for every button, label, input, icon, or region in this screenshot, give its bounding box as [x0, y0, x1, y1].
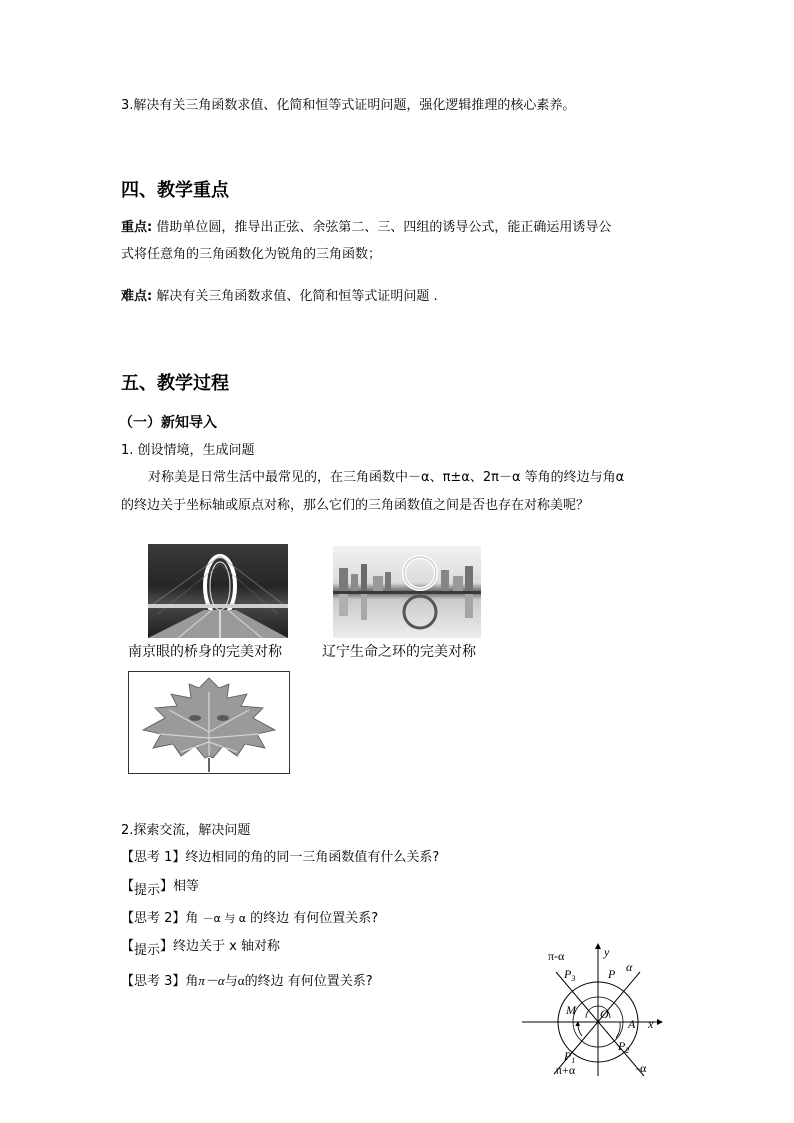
hint-2-close: 】终边关于 x 轴对称: [160, 939, 280, 954]
label-p2: [617, 1039, 629, 1055]
ring-of-life-image: [333, 546, 481, 638]
difficulty-line: [121, 287, 438, 307]
ring-of-life-photo: [333, 546, 481, 638]
unit-circle-diagram: [520, 938, 670, 1078]
hint-1-word: 提示: [134, 883, 161, 898]
leaf-image: [129, 672, 289, 773]
label-o: O: [600, 1007, 609, 1021]
label-p1-sub: 1: [571, 1056, 576, 1065]
think-3-prefix: 【思考 3】角: [121, 974, 199, 989]
label-m: M: [566, 1003, 576, 1017]
label-x: x: [648, 1017, 654, 1031]
key-point-line2: 式将任意角的三角函数化为锐角的三角函数；: [121, 247, 382, 262]
hint-2-open: 【: [121, 939, 135, 954]
caption-nanjing-eye: 南京眼的桥身的完美对称: [128, 644, 282, 660]
label-alpha: α: [626, 960, 633, 974]
think-3-alpha: α: [237, 973, 245, 988]
label-p3: [563, 967, 575, 983]
think-3-suffix: 的终边 有何位置关系?: [244, 974, 373, 989]
hint-1-close: 】相等: [160, 879, 200, 894]
label-p3-sub: 3: [571, 974, 576, 983]
think-2: [121, 909, 378, 929]
label-neg-alpha: -α: [636, 1061, 647, 1075]
intro-paragraph-line1: 对称美是日常生活中最常见的，在三角函数中－α、π±α、2π－α 等角的终边与角α: [148, 470, 625, 485]
label-p2-letter: P: [618, 1039, 626, 1053]
angle-arc-left: [578, 1022, 582, 1036]
hint-1-open: 【: [121, 879, 135, 894]
key-point-text: 借助单位圆，推导出正弦、余弦第二、三、四组的诱导公式，能正确运用诱导公: [152, 220, 612, 235]
label-p1-letter: P: [564, 1049, 572, 1063]
step-2: 2.探索交流，解决问题: [121, 823, 251, 838]
label-p3-letter: P: [564, 967, 572, 981]
unit-circle-svg: [520, 938, 670, 1078]
key-point-label: 重点:: [121, 220, 153, 235]
key-point-line1: [121, 218, 611, 238]
difficulty-label: 难点:: [121, 289, 153, 304]
leaf-photo: [128, 671, 290, 774]
hint-1: [121, 877, 199, 897]
think-3: [121, 971, 373, 992]
label-a: A: [628, 1017, 636, 1031]
label-p: P: [608, 967, 616, 981]
hint-2-word: 提示: [134, 943, 161, 958]
label-pi-minus-alpha: π-α: [548, 949, 565, 963]
think-2-expr: －α 与 α: [202, 912, 247, 925]
difficulty-text: 解决有关三角函数求值、化简和恒等式证明问题 .: [152, 289, 438, 304]
section-5-heading: 五、教学过程: [121, 373, 229, 394]
hint-2: [121, 937, 280, 957]
goal-3: 3.解决有关三角函数求值、化简和恒等式证明问题，强化逻辑推理的核心素养。: [121, 98, 576, 113]
label-pi-plus-alpha: π+α: [556, 1063, 576, 1077]
subsection-heading: （一）新知导入: [119, 415, 217, 431]
step-1: 1. 创设情境，生成问题: [121, 443, 255, 458]
nanjing-eye-photo: [148, 544, 288, 638]
think-2-suffix: 的终边 有何位置关系?: [246, 911, 379, 926]
think-2-prefix: 【思考 2】角: [121, 911, 203, 926]
label-y: y: [604, 945, 610, 959]
think-3-mid: 与: [224, 974, 238, 989]
think-1: 【思考 1】终边相同的角的同一三角函数值有什么关系?: [121, 850, 440, 865]
think-3-expr: π－α: [198, 973, 225, 988]
nanjing-eye-image: [148, 544, 288, 638]
intro-paragraph-line2: 的终边关于坐标轴或原点对称，那么它们的三角函数值之间是否也存在对称美呢？: [121, 498, 590, 513]
angle-arc-right: [616, 1022, 620, 1038]
label-p2-sub: 2: [625, 1046, 630, 1055]
caption-ring-of-life: 辽宁生命之环的完美对称: [322, 644, 476, 660]
section-4-heading: 四、教学重点: [121, 180, 229, 201]
